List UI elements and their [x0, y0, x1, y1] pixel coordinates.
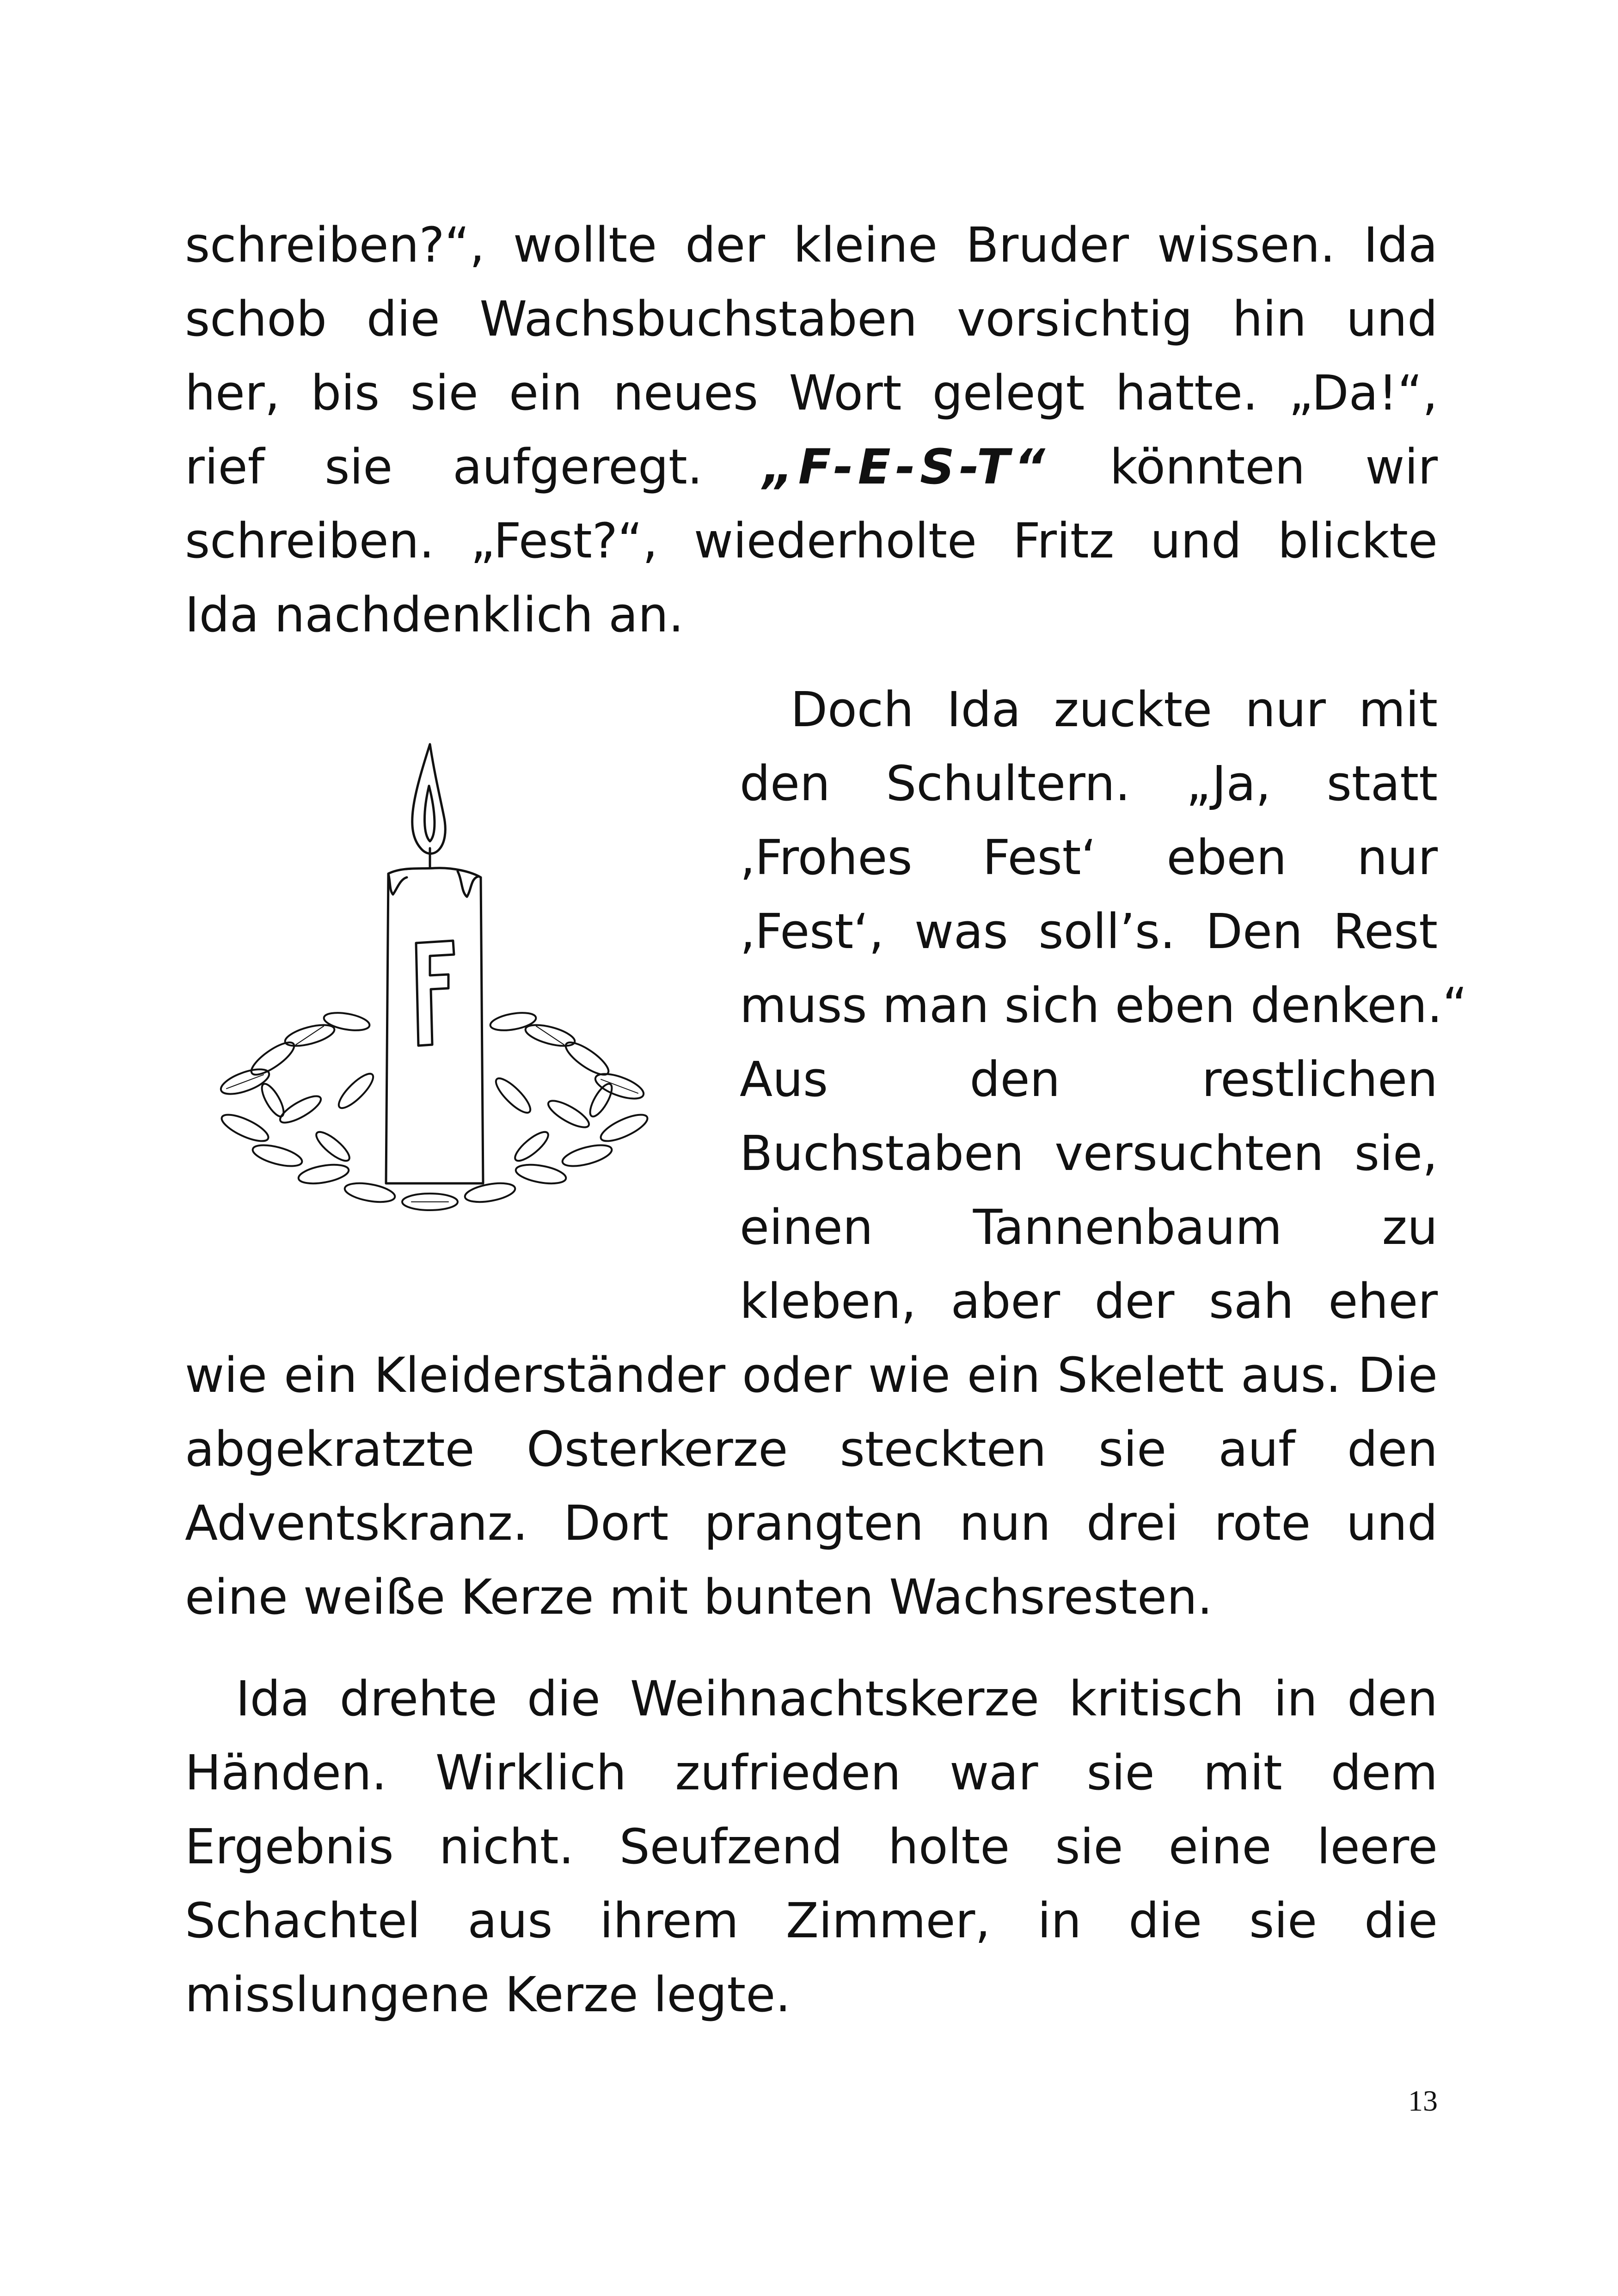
- text-line: ‚Frohes Fest‘ eben nur: [740, 829, 1438, 886]
- text-line: Ida drehte die Weihnachtskerze kritisch in den: [236, 1671, 1438, 1727]
- text-line: Schachtel aus ihrem Zimmer, in die sie die: [185, 1892, 1438, 1949]
- text-fragment: rief sie aufgeregt.: [185, 439, 703, 495]
- text-line: eine weiße Kerze mit bunten Wachsresten.: [185, 1569, 1213, 1625]
- candle-wreath-icon: [217, 730, 661, 1239]
- text-line: schreiben?“, wollte der kleine Bruder wissen. Ida: [185, 217, 1438, 273]
- text-line: Ida nachdenklich an.: [185, 587, 684, 643]
- page-number: 13: [1408, 2084, 1438, 2117]
- text-line: abgekratzte Osterkerze steckten sie auf den: [185, 1421, 1438, 1477]
- candle-wreath-illustration: [217, 730, 661, 1239]
- text-line: Doch Ida zuckte nur mit: [791, 681, 1438, 738]
- text-line: Ergebnis nicht. Seufzend holte sie eine leere: [185, 1818, 1438, 1875]
- text-line: Buchstaben versuchten sie,: [740, 1125, 1438, 1182]
- text-line: misslungene Kerze legte.: [185, 1966, 791, 2023]
- text-line: her, bis sie ein neues Wort gelegt hatte. „Da!“,: [185, 365, 1438, 421]
- text-line: den Schultern. „Ja, statt: [740, 755, 1438, 812]
- text-line: [185, 432, 1438, 502]
- text-line: kleben, aber der sah eher: [740, 1273, 1438, 1329]
- emphasized-word: „F-E-S-T“: [762, 439, 1050, 495]
- text-line: muss man sich eben denken.“: [740, 977, 1468, 1034]
- text-line: schreiben. „Fest?“, wiederholte Fritz und blickte: [185, 513, 1438, 569]
- text-line: wie ein Kleiderständer oder wie ein Skelett aus. Die: [185, 1347, 1438, 1403]
- text-line: Aus den restlichen: [740, 1051, 1438, 1108]
- text-fragment: könnten wir: [1109, 439, 1438, 495]
- text-line: einen Tannenbaum zu: [740, 1199, 1438, 1255]
- text-line: schob die Wachsbuchstaben vorsichtig hin und: [185, 291, 1438, 347]
- text-line: Händen. Wirklich zufrieden war sie mit dem: [185, 1745, 1438, 1801]
- text-line: ‚Fest‘, was soll’s. Den Rest: [740, 903, 1438, 960]
- text-line: Adventskranz. Dort prangten nun drei rote und: [185, 1495, 1438, 1551]
